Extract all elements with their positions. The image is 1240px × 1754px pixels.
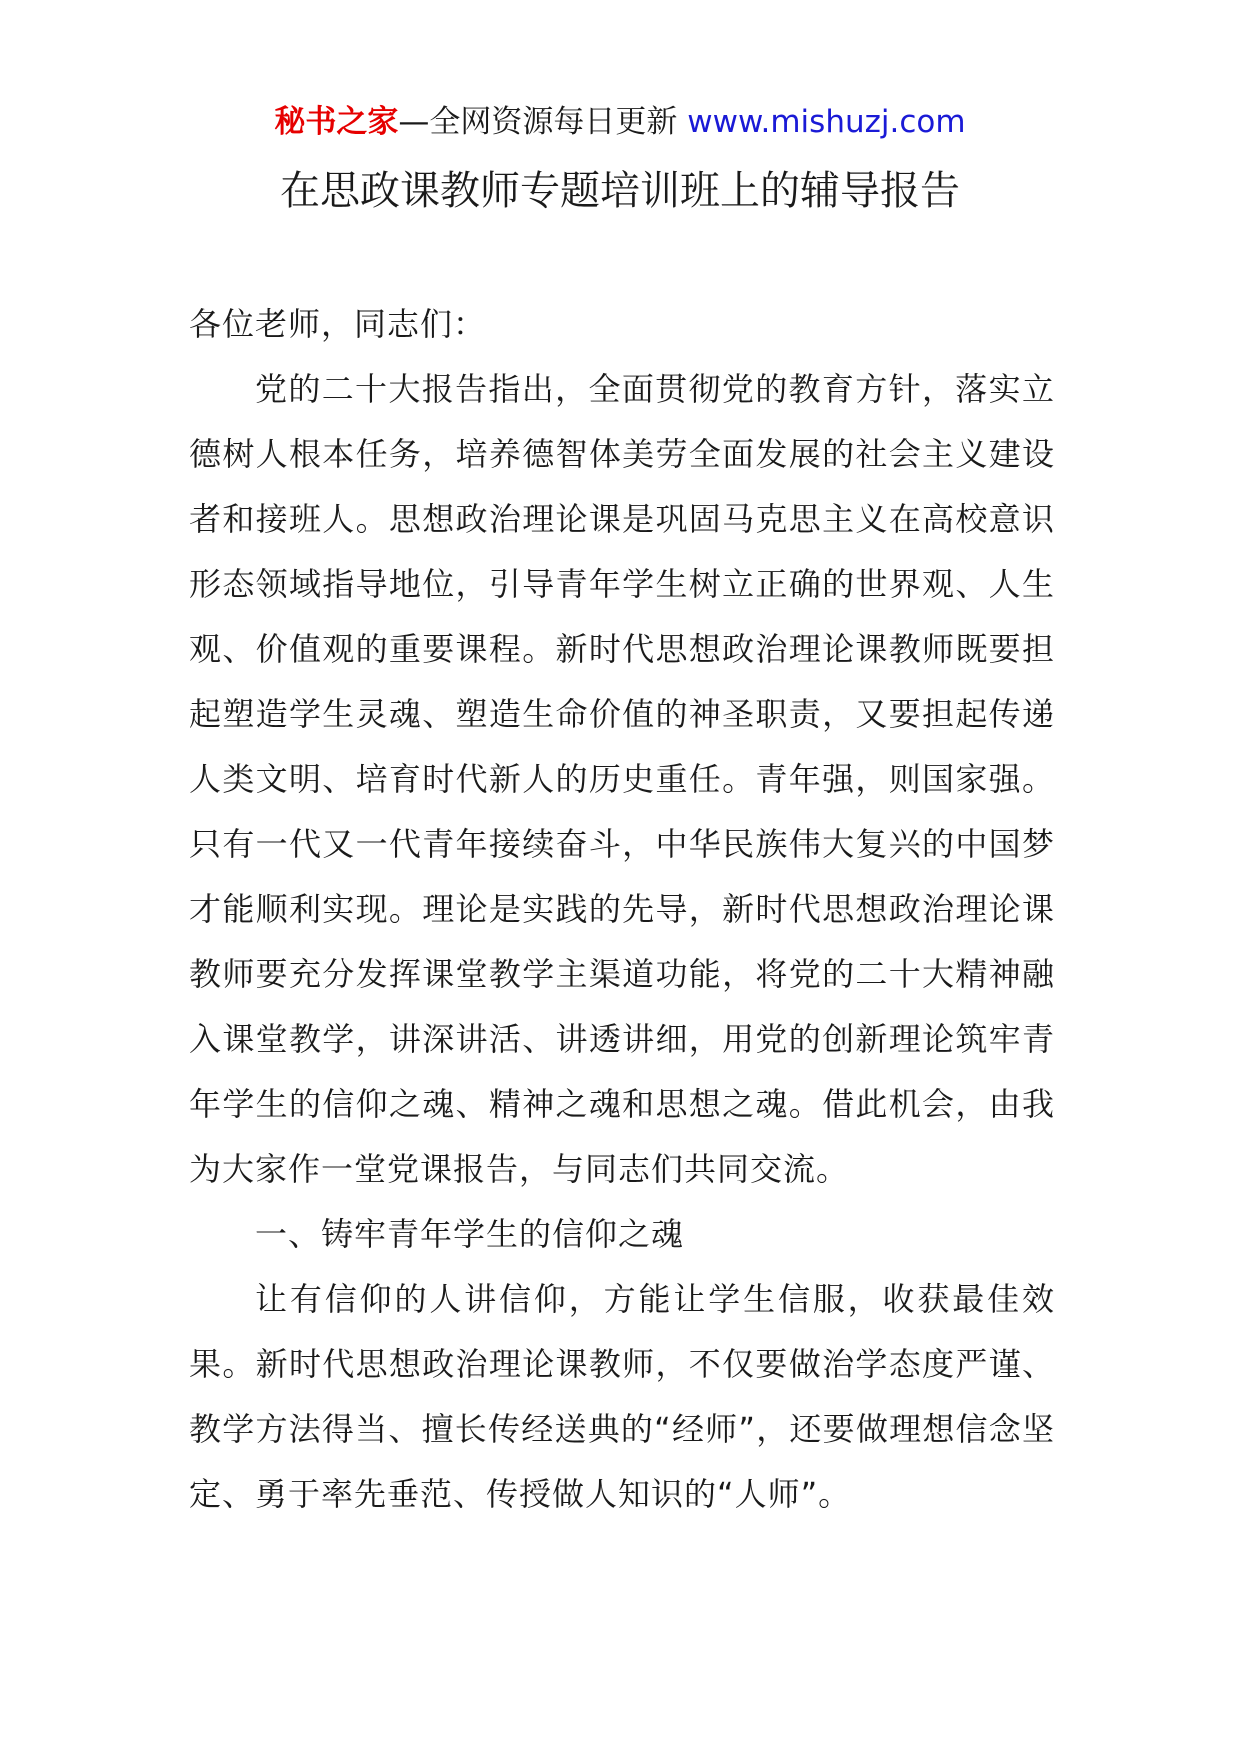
document-body bbox=[189, 292, 1055, 1527]
section-heading: 一、铸牢青年学生的信仰之魂 bbox=[255, 1215, 685, 1253]
site-url: www.mishuzj.com bbox=[687, 104, 966, 140]
header-tagline: —全网资源每日更新 bbox=[398, 104, 688, 140]
site-header bbox=[0, 100, 1240, 144]
brand-name: 秘书之家 bbox=[274, 104, 399, 140]
salutation: 各位老师，同志们： bbox=[189, 305, 487, 343]
body-paragraph: 党的二十大报告指出，全面贯彻党的教育方针，落实立德树人根本任务，培养德智体美劳全面发展的社会主义建设者和接班人。思想政治理论课是巩固马克思主义在高校意识形态领域指导地位，引导青年学生树立正确的世界观、人生观、价值观的重要课程。新时代思想政治理论课教师既要担起塑造学生灵魂、塑造生命价值的神圣职责，又要担起传递人类文明、培育时代新人的历史重任。青年强，则国家强。只有一代又一代青年接续奋斗，中华民族伟大复兴的中国梦才能顺利实现。理论是实践的先导，新时代思想政治理论课教师要充分发挥课堂教学主渠道功能，将党的二十大精神融入课堂教学，讲深讲活、讲透讲细，用党的创新理论筑牢青年学生的信仰之魂、精神之魂和思想之魂。借此机会，由我为大家作一堂党课报告，与同志们共同交流。 bbox=[189, 370, 1055, 1188]
body-paragraph: 让有信仰的人讲信仰，方能让学生信服，收获最佳效果。新时代思想政治理论课教师，不仅要做治学态度严谨、教学方法得当、擅长传经送典的“经师”，还要做理想信念坚定、勇于率先垂范、传授做人知识的“人师”。 bbox=[189, 1280, 1055, 1513]
document-title: 在思政课教师专题培训班上的辅导报告 bbox=[280, 168, 960, 214]
